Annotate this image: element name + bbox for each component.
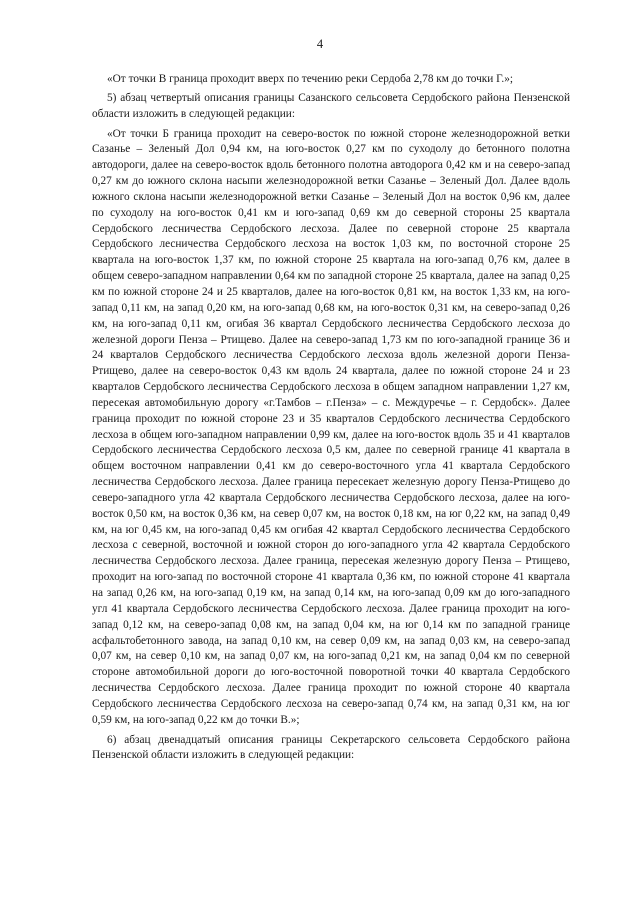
document-body	[92, 72, 570, 764]
paragraph-sazansky-boundary: «От точки Б граница проходит на северо-восток по южной стороне железнодорожной ветки Сазанье – Зеленый Дол 0,94 км, на юго-восток 0,27 км по суходолу до бетонного полотна автодороги, далее на северо-восток вдоль бетонного полотна автодорога 0,42 км и на северо-запад 0,27 км до южного склона насыпи железнодорожной ветки Сазанье – Зеленый Дол. Далее вдоль южного склона насыпи железнодорожной ветки Сазанье – Зеленый Дол на восток 0,96 км, далее по суходолу на юго-восток 0,41 км и юго-запад 0,69 км до северной стороны 25 квартала Сердобского лесничества Сердобского лесхоза. Далее по северной стороне 25 квартала Сердобского лесничества Сердобского лесхоза на восток 1,03 км, по восточной стороне 25 квартала на юго-восток 1,37 км, по южной стороне 25 квартала на юго-запад 0,76 км, далее в общем северо-западном направлении 0,64 км по западной стороне 25 квартала, далее на запад 0,25 км по южной стороне 24 и 25 кварталов, далее на юго-восток 0,81 км, на восток 1,33 км, на юго-запад 0,11 км, на запад 0,20 км, на юго-запад 0,68 км, на юго-восток 0,31 км, на северо-запад 0,26 км, на юго-запад 0,11 км, огибая 36 квартал Сердобского лесничества Сердобского лесхоза до железной дороги Пенза – Ртищево. Далее на северо-запад 1,73 км по юго-западной границе 36 и 24 кварталов Сердобского лесничества Сердобского лесхоза вдоль железной дороги Пенза-Ртищево, далее на северо-восток 0,43 км вдоль 24 квартала, далее по южной стороне 24 и 23 кварталов Сердобского лесничества Сердобского лесхоза в общем западном направлении 1,27 км, пересекая автомобильную дорогу «г.Тамбов – г.Пенза» – с. Междуречье – г. Сердобск». Далее граница проходит по южной стороне 23 и 35 кварталов Сердобского лесничества Сердобского лесхоза в общем юго-западном направлении 0,99 км, далее на юго-восток вдоль 35 и 41 кварталов Сердобского лесничества Сердобского лесхоза 0,5 км, далее по северной границе 41 квартала в общем восточном направлении 0,41 км до северо-восточного угла 41 квартала Сердобского лесничества Сердобского лесхоза. Далее граница пересекает железную дорогу Пенза-Ртищево до северо-западного угла 42 квартала Сердобского лесничества Сердобского лесхоза, далее на юго-восток 0,50 км, на восток 0,36 км, на север 0,07 км, на восток 0,18 км, на юг 0,22 км, на запад 0,49 км, на юг 0,45 км, на юго-запад 0,45 км огибая 42 квартал Сердобского лесничества Сердобского лесхоза с северной, восточной и южной сторон до юго-западного угла 42 квартала Сердобского лесничества Сердобского лесхоза. Далее граница, пересекая железную дорогу Пенза – Ртищево, проходит на юго-запад по восточной стороне 41 квартала 0,36 км, по южной стороне 41 квартала на запад 0,26 км, на юго-запад 0,19 км, на запад 0,14 км, на юго-запад 0,09 км до юго-западного угл 41 квартала Сердобского лесничества Сердобского лесхоза. Далее граница проходит на юго-запад 0,12 км, на северо-запад 0,08 км, на запад 0,04 км, на юг 0,14 км по западной границе асфальтобетонного завода, на запад 0,10 км, на север 0,09 км, на запад 0,03 км, на северо-запад 0,07 км, на север 0,10 км, на запад 0,07 км, на юго-запад 0,21 км, на запад 0,04 км по северной стороне автомобильной дороги до юго-восточной поворотной точки 40 квартала Сердобского лесничества Сердобского лесхоза. Далее граница проходит по южной стороне 40 квартала Сердобского лесничества Сердобского лесхоза на северо-запад 0,74 км, на запад 0,31 км, на юг 0,59 км, на юго-запад 0,22 км до точки В.»;	[92, 127, 570, 726]
page-number: 4	[316, 37, 324, 51]
paragraph-item-6: 6) абзац двенадцатый описания границы Секретарского сельсовета Сердобского района Пензенской области изложить в следующей редакции:	[92, 733, 570, 762]
paragraph-item-5: 5) абзац четвертый описания границы Сазанского сельсовета Сердобского района Пензенской области изложить в следующей редакции:	[92, 91, 570, 120]
paragraph-point-v-quote: «От точки В граница проходит вверх по течению реки Сердоба 2,78 км до точки Г.»;	[107, 73, 514, 85]
